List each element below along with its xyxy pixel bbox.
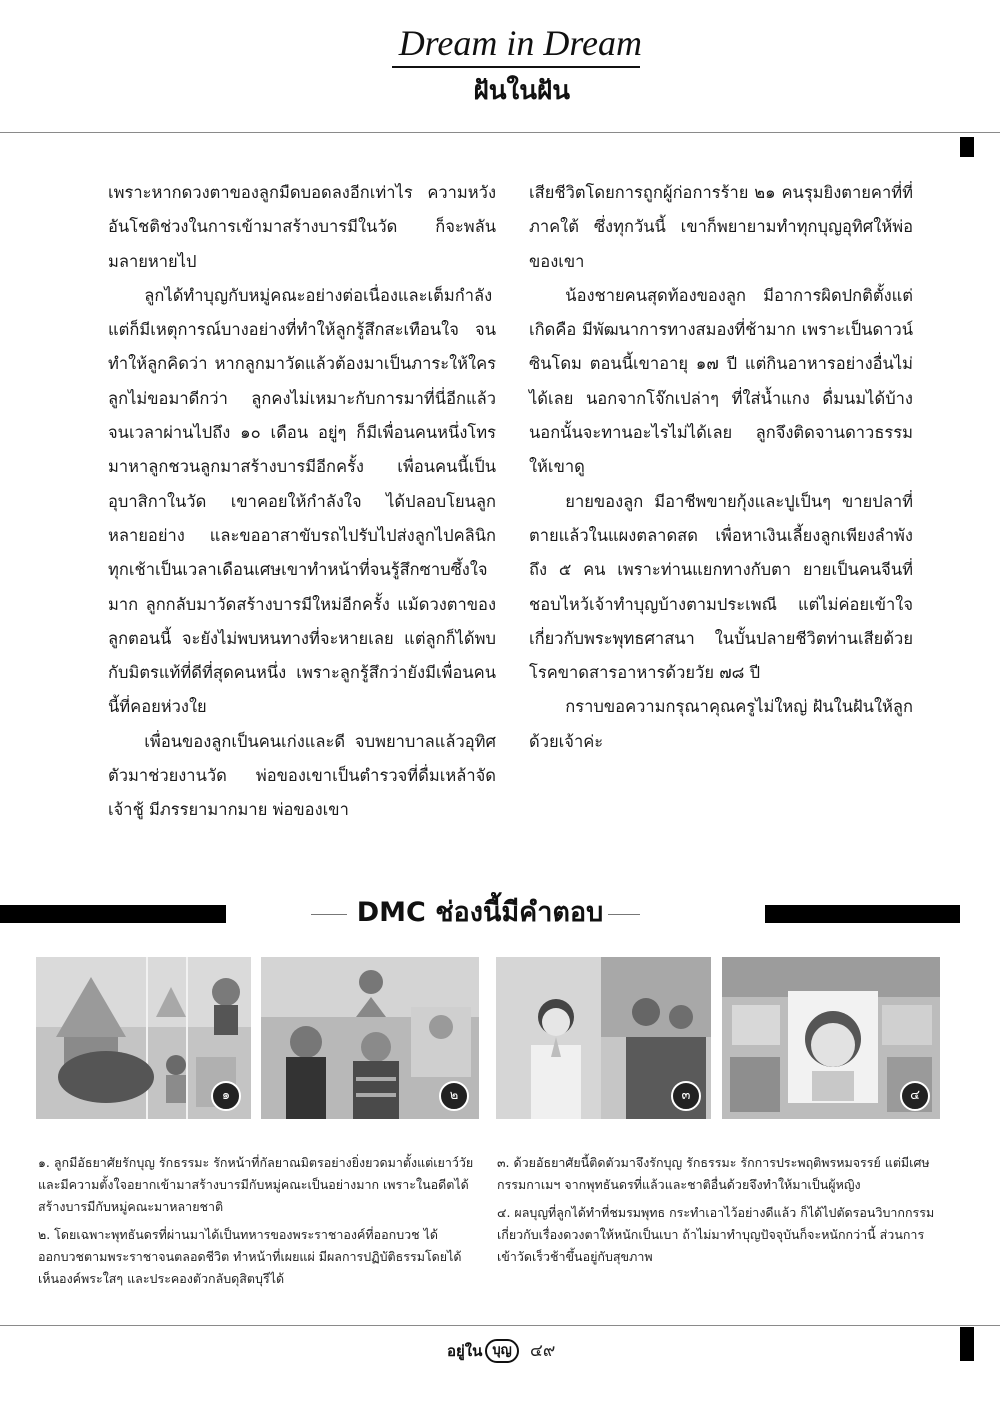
section-title: DMC ช่องนี้มีคำตอบ [356,897,604,928]
photo-2 [261,957,479,1119]
photo-1 [36,957,251,1119]
captions-right [497,1152,939,1274]
bottom-divider [0,1325,1000,1326]
title-underline [392,66,640,68]
captions-left [38,1152,478,1296]
article-left-column [108,176,496,828]
article-right-column [529,176,913,759]
caption-4: ๔. ผลบุญที่ลูกได้ทำที่ชมรมพุทธ กระทำเอาไว้อย่างดีแล้ว ก็ได้ไปตัดรอนวิบากกรรมเกี่ยวกับเรื่องดวงตาให้หนักเป็นเบา ถ้าไม่มาทำบุญปัจจุบันก็จะหนักกว่านี้ ส่วนการเข้าวัดเร็วช้าขึ้นอยู่กับสุขภาพ [497,1205,935,1264]
caption-1: ๑. ลูกมีอัธยาศัยรักบุญ รักธรรมะ รักหน้าที่กัลยาณมิตรอย่างยิ่งยวดมาตั้งแต่เยาว์วัยและมีความตั้งใจอยากเข้ามาสร้างบารมีกับหมู่คณะเป็นอย่างมาก เพราะในอดีตได้สร้างบารมีกับหมู่คณะมาหลายชาติ [38,1155,474,1214]
page-number: ๔๙ [530,1341,556,1361]
caption-3: ๓. ด้วยอัธยาศัยนี้ติดตัวมาจึงรักบุญ รักธรรมะ รักการประพฤติพรหมจรรย์ แต่มีเศษกรรมกาเมฯ จากพุทธันดรที่แล้วและชาติอื่นด้วยจึงทำให้มาเป็นผู้หญิง [497,1155,930,1192]
photo-number: ๔ [900,1081,930,1111]
article-paragraph: เพราะหากดวงตาของลูกมืดบอดลงอีกเท่าไร ความหวังอันโชติช่วงในการเข้ามาสร้างบารมีในวัด ก็จะพลันมลายหายไป [108,183,496,271]
caption-2: ๒. โดยเฉพาะพุทธันดรที่ผ่านมาได้เป็นทหารของพระราชาองค์ที่ออกบวช ได้ออกบวชตามพระราชาจนตลอดชีวิต ทำหน้าที่เผยแผ่ มีผลการปฏิบัติธรรมโดยได้เห็นองค์พระใสๆ และประคองตัวกลับดุสิตบุรีได้ [38,1227,462,1286]
article-paragraph: ลูกได้ทำบุญกับหมู่คณะอย่างต่อเนื่องและเต็มกำลัง แต่ก็มีเหตุการณ์บางอย่างที่ทำให้ลูกรู้สึกสะเทือนใจ จนทำให้ลูกคิดว่า หากลูกมาวัดแล้วต้องมาเป็นภาระให้ใคร ลูกไม่ขอมาดีกว่า ลูกคงไม่เหมาะกับการมาที่นี่อีกแล้ว จนเวลาผ่านไปถึง ๑๐ เดือน อยู่ๆ ก็มีเพื่อนคนหนึ่งโทรมาหาลูกชวนลูกมาสร้างบารมีอีกครั้ง เพื่อนคนนี้เป็นอุบาสิกาในวัด เขาคอยให้กำลังใจ ได้ปลอบโยนลูกหลายอย่าง และขออาสาขับรถไปรับไปส่งลูกไปคลินิกทุกเช้าเป็นเวลาเดือนเศษเขาทำหน้าที่จนรู้สึกซาบซึ้งใจมาก ลูกกลับมาวัดสร้างบารมีใหม่อีกครั้ง แม้ดวงตาของลูกตอนนี้ จะยังไม่พบหนทางที่จะหายเลย แต่ลูกก็ได้พบกับมิตรแท้ที่ดีที่สุดคนหนึ่ง เพราะลูกรู้สึกว่ายังมีเพื่อนคนนี้ที่คอยห่วงใย [108,285,496,717]
photo-4 [722,957,940,1119]
photo-number: ๒ [439,1081,469,1111]
logo-text: อยู่ใน [447,1342,483,1360]
article-paragraph: เสียชีวิตโดยการถูกผู้ก่อการร้าย ๒๑ คนรุมยิงตายคาที่ที่ภาคใต้ ซึ่งทุกวันนี้ เขาก็พยายามทำทุกบุญอุทิศให้พ่อของเขา [529,183,913,271]
article-paragraph: กราบขอความกรุณาคุณครูไม่ใหญ่ ฝันในฝันให้ลูกด้วยเจ้าค่ะ [529,697,913,751]
section-band-left [0,905,226,923]
bottom-edge-tab [960,1327,974,1361]
photo-number: ๓ [671,1081,701,1111]
magazine-logo [447,1334,527,1368]
top-edge-tab [960,137,974,157]
top-divider [0,132,1000,133]
logo-ring-text: บุญ [485,1339,518,1363]
photo-number: ๑ [211,1081,241,1111]
photo-3 [496,957,711,1119]
article-paragraph: เพื่อนของลูกเป็นคนเก่งและดี จบพยาบาลแล้วอุทิศตัวมาช่วยงานวัด พ่อของเขาเป็นตำรวจที่ดื่มเหล้าจัด เจ้าชู้ มีภรรยามากมาย พ่อของเขา [108,731,496,820]
magazine-subtitle: ฝันในฝัน [473,76,570,106]
section-band-right [765,905,960,923]
article-paragraph: ยายของลูก มีอาชีพขายกุ้งและปูเป็นๆ ขายปลาที่ตายแล้วในแผงตลาดสด เพื่อหาเงินเลี้ยงลูกเพียงลำพังถึง ๕ คน เพราะท่านแยกทางกับตา ยายเป็นคนจีนที่ชอบไหว้เจ้าทำบุญบ้างตามประเพณี แต่ไม่ค่อยเข้าใจเกี่ยวกับพระพุทธศาสนา ในบั้นปลายชีวิตท่านเสียด้วยโรคขาดสารอาหารด้วยวัย ๗๘ ปี [529,491,913,683]
article-paragraph: น้องชายคนสุดท้องของลูก มีอาการผิดปกติตั้งแต่เกิดคือ มีพัฒนาการทางสมองที่ช้ามาก เพราะเป็นดาวน์ซินโดม ตอนนี้เขาอายุ ๑๗ ปี แต่กินอาหารอย่างอื่นไม่ได้เลย นอกจากโจ๊กเปล่าๆ ที่ใส่น้ำแกง ดื่มนมได้บ้าง นอกนั้นจะทานอะไรไม่ได้เลย ลูกจึงติดจานดาวธรรมให้เขาดู [529,285,913,477]
magazine-title: Dream in Dream [398,23,642,63]
